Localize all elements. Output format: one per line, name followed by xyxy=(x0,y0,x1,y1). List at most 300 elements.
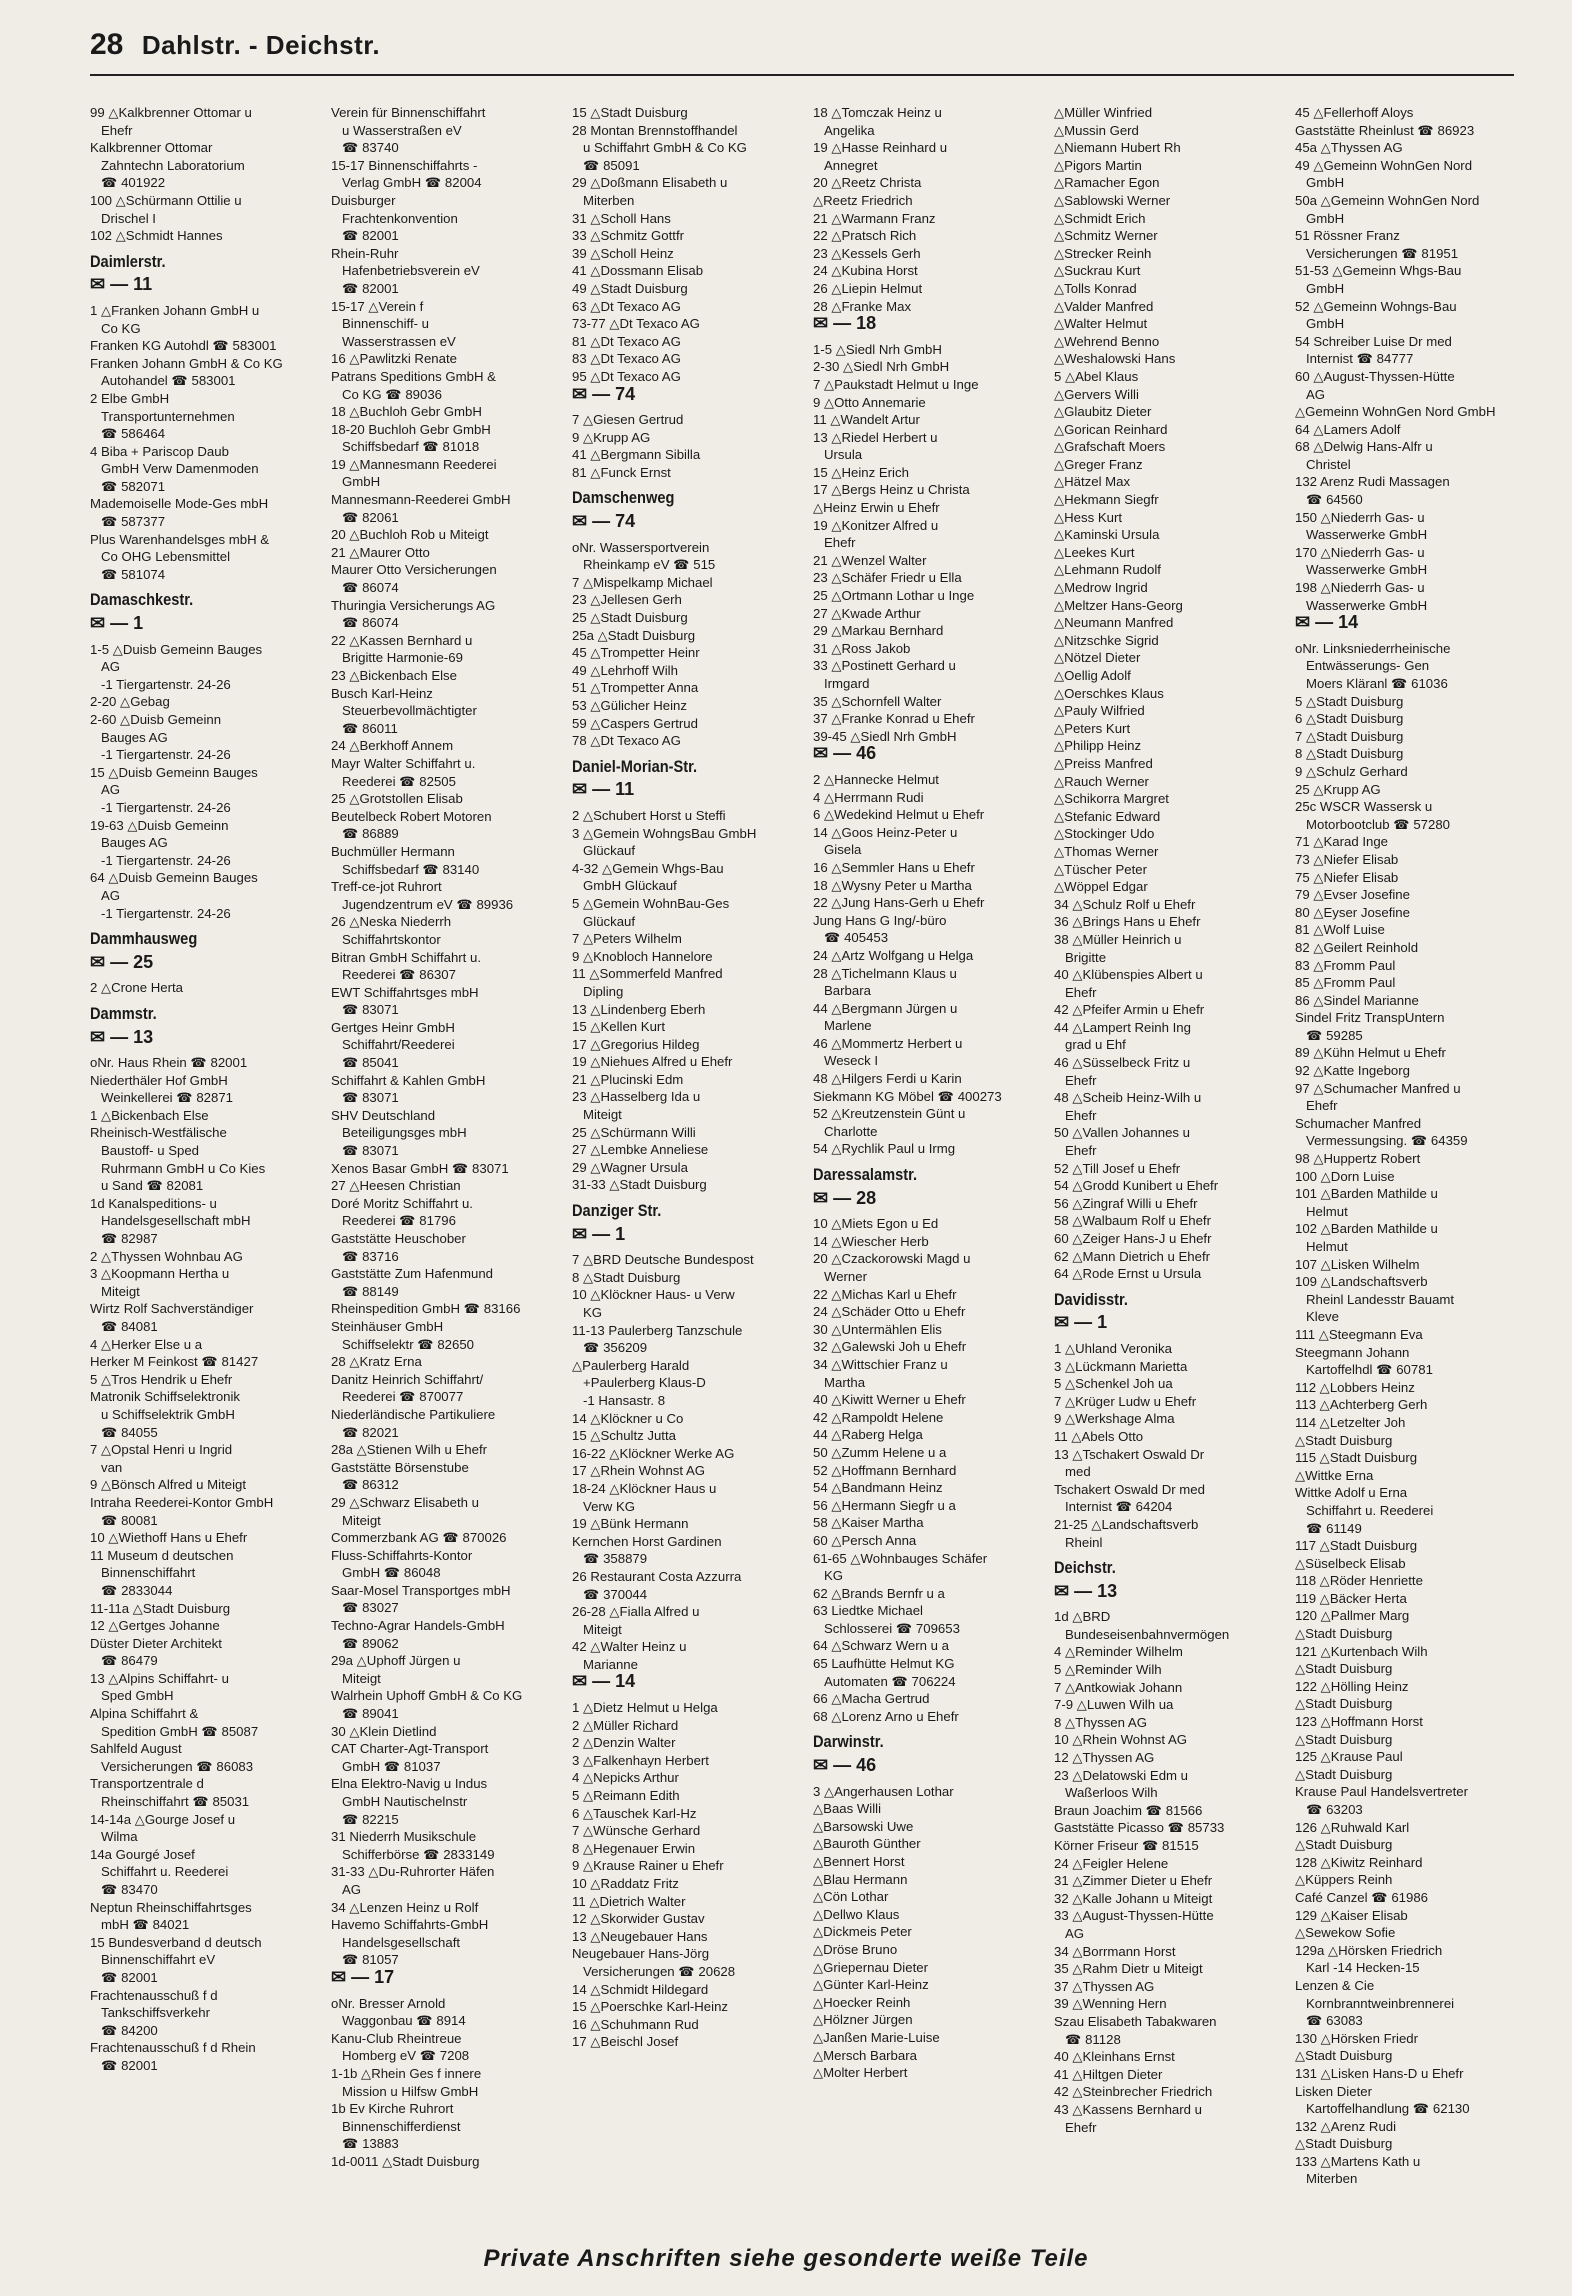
directory-entry: 22 △Jung Hans-Gerh u Ehefr xyxy=(813,895,985,911)
directory-entry: Matronik Schiffselektronik u Schiffselektrik GmbH ☎ 84055 xyxy=(90,1389,241,1440)
directory-entry: 117 △Stadt Duisburg xyxy=(1295,1538,1418,1554)
directory-entry: 29 △Wagner Ursula xyxy=(572,1159,688,1175)
directory-entry: 13 △Lindenberg Eberh xyxy=(572,1001,706,1017)
directory-entry: 114 △Letzelter Joh xyxy=(1295,1414,1406,1430)
directory-entry: 24 △Schäder Otto u Ehefr xyxy=(813,1304,966,1320)
directory-entry: 19 △Hasse Reinhard u Annegret xyxy=(813,140,948,173)
directory-entry: 23 △Delatowski Edm u Waßerloos Wilh xyxy=(1054,1767,1189,1801)
directory-entry: △Preiss Manfred xyxy=(1054,755,1153,771)
directory-entry: 2 △Thyssen Wohnbau AG xyxy=(90,1248,243,1264)
directory-entry: Rhein-Ruhr Hafenbetriebsverein eV ☎ 82001 xyxy=(331,245,480,296)
directory-entry: 9 △Otto Annemarie xyxy=(813,394,926,410)
directory-entry: Danitz Heinrich Schiffahrt/ Reederei ☎ 870077 xyxy=(331,1371,484,1405)
directory-entry: △Valder Manfred xyxy=(1054,298,1154,314)
directory-entry: 54 △Bandmann Heinz xyxy=(813,1480,943,1496)
directory-entry: 1-1b △Rhein Ges f innere Mission u Hilfsw GmbH xyxy=(331,2065,482,2099)
directory-entry: Mademoiselle Mode-Ges mbH ☎ 587377 xyxy=(90,496,269,530)
directory-entry: 13 △Neugebauer Hans xyxy=(572,1928,708,1944)
directory-entry: 14a Gourgé Josef Schiffahrt u. Reederei ☎ 83470 xyxy=(90,1846,229,1897)
column-5 xyxy=(1054,104,1273,2234)
directory-entry: 11 Museum d deutschen Binnenschiffahrt ☎ 2833044 xyxy=(90,1547,234,1598)
directory-entry: 5 △Stadt Duisburg xyxy=(1295,693,1404,709)
directory-entry: 14 △Schmidt Hildegard xyxy=(572,1981,709,1997)
directory-entry: 86 △Sindel Marianne xyxy=(1295,992,1419,1008)
directory-entry: 25a △Stadt Duisburg xyxy=(572,627,696,643)
directory-entry: 26 △Neska Niederrh Schiffahrtskontor xyxy=(331,914,452,947)
directory-entry: 23 △Schäfer Friedr u Ella xyxy=(813,570,962,586)
directory-entry: 198 △Niederrh Gas- u Wasserwerke GmbH xyxy=(1295,580,1428,613)
directory-entry: 150 △Niederrh Gas- u Wasserwerke GmbH xyxy=(1295,509,1428,543)
directory-entry: 50 △Vallen Johannes u Ehefr xyxy=(1054,1125,1191,1159)
page-header xyxy=(90,28,1514,76)
directory-entry: 56 △Zingraf Willi u Ehefr xyxy=(1054,1195,1198,1211)
directory-entry: 54 Schreiber Luise Dr med Internist ☎ 84777 xyxy=(1295,333,1452,367)
directory-entry: 1 △Dietz Helmut u Helga xyxy=(572,1700,718,1716)
directory-entry: 107 △Lisken Wilhelm xyxy=(1295,1256,1420,1272)
directory-entry: 31-33 △Stadt Duisburg xyxy=(572,1177,707,1193)
directory-entry: △Günter Karl-Heinz xyxy=(813,1977,929,1993)
directory-entry: 25 △Grotstollen Elisab xyxy=(331,791,463,807)
directory-entry: 11-13 Paulerberg Tanzschule ☎ 356209 xyxy=(572,1322,743,1356)
directory-entry: 23 △Kessels Gerh xyxy=(813,245,921,261)
directory-entry: 1d-0011 △Stadt Duisburg xyxy=(331,2153,480,2169)
directory-entry: Gaststätte Rheinlust ☎ 86923 xyxy=(1295,122,1475,138)
directory-entry: Café Canzel ☎ 61986 xyxy=(1295,1889,1428,1905)
postal-district: ✉ — 74 xyxy=(572,383,636,404)
directory-entry: 133 △Martens Kath u Miterben xyxy=(1295,2153,1421,2187)
directory-entry: 52 △Kreutzenstein Günt u Charlotte xyxy=(813,1106,966,1139)
directory-entry: △Hölzner Jürgen xyxy=(813,2012,913,2028)
postal-district: ✉ — 13 xyxy=(90,1026,154,1047)
directory-entry: 36 △Brings Hans u Ehefr xyxy=(1054,914,1201,930)
directory-entry: oNr. Bresser Arnold Waggonbau ☎ 8914 xyxy=(331,1995,466,2029)
directory-entry: Verein für Binnenschiffahrt u Wasserstraßen eV ☎ 83740 xyxy=(331,105,486,156)
directory-entry: 51 △Trompetter Anna xyxy=(572,680,699,696)
directory-entry: 112 △Lobbers Heinz xyxy=(1295,1379,1415,1395)
directory-entry: 60 △Zeiger Hans-J u Ehefr xyxy=(1054,1231,1212,1246)
directory-entry: 123 △Hoffmann Horst xyxy=(1295,1714,1423,1730)
directory-entry: △Hess Kurt xyxy=(1054,509,1123,525)
postal-district: ✉ — 46 xyxy=(813,743,877,764)
directory-entry: 15-17 Binnenschiffahrts - Verlag GmbH ☎ 82004 xyxy=(331,157,482,191)
directory-entry: △Suckrau Kurt xyxy=(1054,263,1141,279)
directory-entry: 16 △Schuhmann Rud xyxy=(572,2016,699,2032)
directory-entry: △Peters Kurt xyxy=(1054,720,1131,736)
directory-entry: △Strecker Reinh xyxy=(1054,245,1152,261)
street-heading: Damschenweg xyxy=(572,488,675,508)
directory-entry: △Neumann Manfred xyxy=(1054,615,1174,631)
directory-entry: Gaststätte Picasso ☎ 85733 xyxy=(1054,1820,1225,1836)
directory-entry: △Hekmann Siegfr xyxy=(1054,492,1159,508)
directory-entry: 31-33 △Du-Ruhrorter Häfen AG xyxy=(331,1864,495,1897)
directory-entry: 79 △Evser Josefine xyxy=(1295,887,1410,903)
directory-entry: △Stadt Duisburg xyxy=(1295,1731,1393,1747)
directory-entry: Wirtz Rolf Sachverständiger ☎ 84081 xyxy=(90,1301,254,1334)
directory-entry: △Wehrend Benno xyxy=(1054,333,1160,349)
directory-entry: Lisken Dieter Kartoffelhandlung ☎ 62130 xyxy=(1295,2083,1470,2117)
directory-entry: 61-65 △Wohnbauges Schäfer KG xyxy=(813,1550,988,1584)
directory-entry: 20 △Czackorowski Magd u Werner xyxy=(813,1251,971,1284)
directory-entry: 14 △Wiescher Herb xyxy=(813,1233,929,1249)
directory-entry: 111 △Steegmann Eva xyxy=(1295,1326,1423,1342)
directory-entry: Treff-ce-jot Ruhrort Jugendzentrum eV ☎ 89936 xyxy=(331,879,514,912)
directory-entry: 31 △Ross Jakob xyxy=(813,640,911,656)
directory-entry: 1b Ev Kirche Ruhrort Binnenschifferdienst ☎ 13883 xyxy=(331,2101,461,2152)
directory-entry: 40 △Klübenspies Albert u Ehefr xyxy=(1054,967,1203,1000)
directory-entry: 5 △Reimann Edith xyxy=(572,1788,680,1804)
directory-entry: 45a △Thyssen AG xyxy=(1295,140,1403,156)
directory-entry: 29a △Uphoff Jürgen u Miteigt xyxy=(331,1653,461,1686)
directory-entry: SHV Deutschland Beteiligungsges mbH ☎ 83071 xyxy=(331,1107,467,1159)
directory-entry: Mannesmann-Reederei GmbH ☎ 82061 xyxy=(331,492,511,525)
directory-entry: CAT Charter-Agt-Transport GmbH ☎ 81037 xyxy=(331,1741,489,1774)
directory-entry: 48 △Scheib Heinz-Wilh u Ehefr xyxy=(1054,1090,1202,1123)
directory-entry: 100 △Dorn Luise xyxy=(1295,1168,1395,1184)
directory-entry: △Sewekow Sofie xyxy=(1295,1925,1396,1941)
directory-entry: 132 Arenz Rudi Massagen ☎ 64560 xyxy=(1295,474,1450,508)
directory-entry: 29 △Schwarz Elisabeth u Miteigt xyxy=(331,1494,479,1528)
directory-entry: Neptun Rheinschiffahrtsges mbH ☎ 84021 xyxy=(90,1899,252,1933)
directory-entry: 89 △Kühn Helmut u Ehefr xyxy=(1295,1045,1446,1061)
directory-entry: △Glaubitz Dieter xyxy=(1054,404,1152,420)
directory-entry: 7 △BRD Deutsche Bundespost xyxy=(572,1252,754,1268)
directory-entry: 9 △Werkshage Alma xyxy=(1054,1411,1175,1427)
directory-entry: 1 △Uhland Veronika xyxy=(1054,1340,1172,1356)
directory-entry: 6 △Tauschek Karl-Hz xyxy=(572,1805,697,1821)
directory-entry: Sindel Fritz TranspUntern ☎ 59285 xyxy=(1295,1010,1445,1043)
directory-entry: 30 △Untermählen Elis xyxy=(813,1321,942,1337)
directory-entry: 11 △Sommerfeld Manfred Dipling xyxy=(572,966,723,999)
directory-entry: Walrhein Uphoff GmbH & Co KG ☎ 89041 xyxy=(331,1688,523,1722)
directory-entry: 18 △Wysny Peter u Martha xyxy=(813,877,972,893)
directory-entry: 42 △Steinbrecher Friedrich xyxy=(1054,2084,1213,2100)
directory-entry: 4 △Herker Else u a xyxy=(90,1336,203,1352)
directory-entry: 41 △Bergmann Sibilla xyxy=(572,447,701,463)
directory-entry: 2 △Crone Herta xyxy=(90,980,183,996)
directory-entry: 44 △Raberg Helga xyxy=(813,1427,923,1443)
directory-entry: Patrans Speditions GmbH & Co KG ☎ 89036 xyxy=(331,368,496,402)
directory-entry: △Dröse Bruno xyxy=(813,1941,898,1957)
directory-entry: 32 △Galewski Joh u Ehefr xyxy=(813,1339,967,1355)
directory-entry: 39 △Wenning Hern xyxy=(1054,1996,1167,2012)
postal-district: ✉ — 14 xyxy=(572,1671,636,1692)
directory-entry: EWT Schiffahrtsges mbH ☎ 83071 xyxy=(331,984,479,1018)
directory-entry: 34 △Borrmann Horst xyxy=(1054,1943,1176,1959)
directory-entry: 33 △Postinett Gerhard u Irmgard xyxy=(813,658,956,691)
directory-entry: △Pauly Wilfried xyxy=(1054,703,1145,719)
directory-entry: 43 △Kassens Bernhard u Ehefr xyxy=(1054,2101,1202,2135)
directory-entry: 35 △Schornfell Walter xyxy=(813,693,942,709)
directory-entry: Niederländische Partikuliere ☎ 82021 xyxy=(331,1406,496,1440)
directory-entry: △Stadt Duisburg xyxy=(1295,1661,1393,1677)
directory-entry: 10 △Klöckner Haus- u Verw KG xyxy=(572,1287,735,1320)
directory-entry: 19-63 △Duisb Gemeinn Bauges AG -1 Tiergartenstr. 24-26 xyxy=(90,817,231,868)
directory-entry: △Stadt Duisburg xyxy=(1295,1696,1393,1712)
directory-entry: 9 △Schulz Gerhard xyxy=(1295,763,1408,779)
directory-entry: Wittke Adolf u Erna Schiffahrt u. Reederei ☎ 61149 xyxy=(1295,1485,1434,1536)
directory-entry: 41 △Dossmann Elisab xyxy=(572,263,704,279)
directory-entry: Siekmann KG Möbel ☎ 400273 xyxy=(813,1088,1002,1104)
directory-entry: 2 △Müller Richard xyxy=(572,1717,679,1733)
directory-entry: Szau Elisabeth Tabakwaren ☎ 81128 xyxy=(1054,2013,1217,2047)
directory-entry: 68 △Lorenz Arno u Ehefr xyxy=(813,1708,959,1724)
directory-entry: △Gervers Willi xyxy=(1054,386,1139,402)
directory-entry: 4 Biba + Pariscop Daub GmbH Verw Damenmoden ☎ 582071 xyxy=(90,443,259,494)
directory-entry: 25 △Ortmann Lothar u Inge xyxy=(813,588,975,604)
directory-entry: △Meltzer Hans-Georg xyxy=(1054,597,1183,613)
directory-entry: 50 △Zumm Helene u a xyxy=(813,1444,947,1460)
directory-entry: Maurer Otto Versicherungen ☎ 86074 xyxy=(331,562,497,596)
directory-entry: 7 △Opstal Henri u Ingrid van xyxy=(90,1442,233,1475)
directory-entry: 51 Rössner Franz Versicherungen ☎ 81951 xyxy=(1295,228,1459,261)
directory-entry: 9 △Krupp AG xyxy=(572,429,651,445)
directory-entry: 129a △Hörsken Friedrich Karl -14 Hecken-15 xyxy=(1295,1942,1443,1976)
directory-entry: 5 △Abel Klaus xyxy=(1054,368,1139,384)
directory-entry: 18 △Tomczak Heinz u Angelika xyxy=(813,105,942,138)
directory-entry: 81 △Funck Ernst xyxy=(572,464,671,480)
directory-entry: 23 △Jellesen Gerh xyxy=(572,592,682,608)
directory-entry: 24 △Kubina Horst xyxy=(813,263,918,279)
directory-entry: 59 △Caspers Gertrud xyxy=(572,715,698,731)
directory-entry: 128 △Kiwitz Reinhard xyxy=(1295,1854,1423,1870)
directory-entry: 22 △Pratsch Rich xyxy=(813,228,917,244)
directory-entry: 49 △Stadt Duisburg xyxy=(572,280,688,296)
postal-district: ✉ — 1 xyxy=(90,613,144,634)
directory-entry: 45 △Trompetter Heinr xyxy=(572,645,700,661)
directory-entry: 120 △Pallmer Marg xyxy=(1295,1608,1410,1624)
directory-entry: △Stadt Duisburg xyxy=(1295,1837,1393,1853)
directory-entry: 60 △August-Thyssen-Hütte AG xyxy=(1295,368,1455,402)
directory-entry: 80 △Eyser Josefine xyxy=(1295,904,1410,920)
postal-district: ✉ — 11 xyxy=(90,274,153,295)
directory-entry: 32 △Kalle Johann u Miteigt xyxy=(1054,1890,1213,1906)
directory-entry: 3 △Koopmann Hertha u Miteigt xyxy=(90,1266,230,1299)
directory-entry: 2 △Hannecke Helmut xyxy=(813,771,939,787)
directory-entry: 3 △Gemein WohngsBau GmbH Glückauf xyxy=(572,825,757,859)
directory-entry: △Stadt Duisburg xyxy=(1295,1626,1393,1642)
directory-entry: Doré Moritz Schiffahrt u. Reederei ☎ 81796 xyxy=(331,1195,473,1229)
directory-entry: 33 △Schmitz Gottfr xyxy=(572,228,685,244)
directory-entry: 38 △Müller Heinrich u Brigitte xyxy=(1054,931,1182,965)
directory-entry: △Nötzel Dieter xyxy=(1054,650,1141,666)
directory-entry: 75 △Niefer Elisab xyxy=(1295,869,1399,885)
directory-entry: △Mussin Gerd xyxy=(1054,122,1139,138)
directory-entry: 19 △Bünk Hermann xyxy=(572,1516,689,1532)
directory-entry: Techno-Agrar Handels-GmbH ☎ 89062 xyxy=(331,1618,505,1651)
directory-entry: 27 △Heesen Christian xyxy=(331,1178,461,1194)
directory-entry: 1d Kanalspeditions- u Handelsgesellschaft mbH ☎ 82987 xyxy=(90,1195,251,1247)
directory-entry: 52 △Gemeinn Wohngs-Bau GmbH xyxy=(1295,298,1457,332)
directory-entry: 34 △Schulz Rolf u Ehefr xyxy=(1054,896,1196,912)
directory-entry: 78 △Dt Texaco AG xyxy=(572,733,681,749)
directory-entry: △Tüscher Peter xyxy=(1054,861,1147,877)
directory-entry: Rheinisch-Westfälische Baustoff- u Sped Ruhrmann GmbH u Co Kies u Sand ☎ 82081 xyxy=(90,1125,266,1194)
directory-entry: △Dellwo Klaus xyxy=(813,1906,900,1922)
street-heading: Dammhausweg xyxy=(90,929,198,949)
directory-entry: 21 △Plucinski Edm xyxy=(572,1071,684,1087)
directory-entry: Elna Elektro-Navig u Indus GmbH Nautischelnstr ☎ 82215 xyxy=(331,1776,488,1827)
postal-district: ✉ — 46 xyxy=(813,1755,877,1776)
directory-entry: △Lehmann Rudolf xyxy=(1054,562,1161,578)
directory-entry: Tschakert Oswald Dr med Internist ☎ 64204 xyxy=(1054,1481,1205,1515)
directory-entry: oNr. Wassersportverein Rheinkamp eV ☎ 515 xyxy=(572,539,716,573)
directory-entry: 23 △Bickenbach Else xyxy=(331,668,457,683)
directory-entry: 2 △Denzin Walter xyxy=(572,1735,676,1751)
directory-entry: Körner Friseur ☎ 81515 xyxy=(1054,1838,1199,1853)
directory-entry: 29 △Markau Bernhard xyxy=(813,623,944,639)
column-1 xyxy=(90,104,309,2234)
directory-entry: 71 △Karad Inge xyxy=(1295,834,1388,850)
directory-entry: 14 △Klöckner u Co xyxy=(572,1410,684,1426)
directory-entry: 52 △Till Josef u Ehefr xyxy=(1054,1160,1181,1176)
directory-entry: 46 △Mommertz Herbert u Weseck I xyxy=(813,1035,963,1069)
directory-entry: 97 △Schumacher Manfred u Ehefr xyxy=(1295,1080,1461,1114)
directory-entry: 31 △Scholl Hans xyxy=(572,210,671,226)
directory-entry: 6 △Wedekind Helmut u Ehefr xyxy=(813,807,985,823)
directory-entry: 37 △Thyssen AG xyxy=(1054,1978,1155,1994)
directory-entry: 15 △Poerschke Karl-Heinz xyxy=(572,1999,729,2015)
directory-entry: 17 △Bergs Heinz u Christa xyxy=(813,482,970,498)
directory-entry: 62 △Brands Bernfr u a xyxy=(813,1585,945,1601)
directory-entry: 100 △Schürmann Ottilie u Drischel I xyxy=(90,192,242,226)
directory-entry: 17 △Beischl Josef xyxy=(572,2034,679,2050)
directory-entry: 40 △Kiwitt Werner u Ehefr xyxy=(813,1392,966,1408)
directory-entry: 16 △Pawlitzki Renate xyxy=(331,351,457,367)
directory-entry: 25 △Krupp AG xyxy=(1295,781,1381,797)
directory-entry: △Walter Helmut xyxy=(1054,316,1148,332)
directory-entry: 31 △Zimmer Dieter u Ehefr xyxy=(1054,1873,1213,1889)
directory-entry: 118 △Röder Henriette xyxy=(1295,1573,1423,1589)
directory-entry: Schiffahrt & Kahlen GmbH ☎ 83071 xyxy=(331,1072,486,1106)
directory-entry: 1-5 △Siedl Nrh GmbH xyxy=(813,341,942,357)
directory-entry: 44 △Bergmann Jürgen u Marlene xyxy=(813,1000,958,1034)
directory-entry: 1d △BRD Bundeseisenbahnvermögen xyxy=(1054,1609,1230,1642)
directory-entry: 15 Bundesverband d deutsch Binnenschiffahrt eV ☎ 82001 xyxy=(90,1934,262,1985)
directory-entry: 44 △Lampert Reinh Ing grad u Ehf xyxy=(1054,1019,1191,1053)
directory-entry: △Süselbeck Elisab xyxy=(1295,1555,1406,1571)
directory-entry: △Philipp Heinz xyxy=(1054,738,1142,754)
directory-entry: 64 △Duisb Gemeinn Bauges AG -1 Tiergartenstr. 24-26 xyxy=(90,870,258,921)
directory-entry: Gaststätte Heuschober ☎ 83716 xyxy=(331,1231,466,1264)
directory-entry: △Bauroth Günther xyxy=(813,1836,921,1852)
directory-entry: 3 △Lückmann Marietta xyxy=(1054,1358,1188,1374)
directory-entry: 8 △Stadt Duisburg xyxy=(1295,746,1404,762)
directory-columns xyxy=(90,104,1514,2234)
directory-entry: △Grafschaft Moers xyxy=(1054,439,1166,455)
directory-entry: 21 △Maurer Otto xyxy=(331,544,430,560)
directory-entry: 42 △Walter Heinz u Marianne xyxy=(572,1639,687,1672)
directory-entry: 7 △Giesen Gertrud xyxy=(572,412,684,428)
directory-entry: 119 △Bäcker Herta xyxy=(1295,1590,1407,1606)
directory-entry: 125 △Krause Paul xyxy=(1295,1749,1403,1765)
directory-entry: 1 △Bickenbach Else xyxy=(90,1107,209,1123)
directory-entry: 16 △Semmler Hans u Ehefr xyxy=(813,859,975,875)
directory-entry: 54 △Grodd Kunibert u Ehefr xyxy=(1054,1178,1219,1194)
directory-entry: 54 △Rychlik Paul u Irmg xyxy=(813,1141,956,1157)
directory-entry: △Molter Herbert xyxy=(813,2065,908,2081)
directory-entry: 73 △Niefer Elisab xyxy=(1295,851,1399,867)
directory-entry: 33 △August-Thyssen-Hütte AG xyxy=(1054,1908,1214,1941)
directory-entry: △Ramacher Egon xyxy=(1054,175,1160,191)
directory-entry: △Wittke Erna xyxy=(1295,1467,1374,1483)
directory-entry: Lenzen & Cie Kornbranntweinbrennerei ☎ 63083 xyxy=(1295,1977,1455,2029)
directory-entry: 109 △Landschaftsverb Rheinl Landesstr Bauamt Kleve xyxy=(1295,1274,1455,1325)
directory-entry: 102 △Schmidt Hannes xyxy=(90,228,223,244)
directory-entry: Gaststätte Börsenstube ☎ 86312 xyxy=(331,1459,469,1493)
directory-entry: 8 △Hegenauer Erwin xyxy=(572,1840,696,1856)
directory-entry: Intraha Reederei-Kontor GmbH ☎ 80081 xyxy=(90,1494,274,1528)
directory-entry: 62 △Mann Dietrich u Ehefr xyxy=(1054,1248,1211,1264)
directory-entry: △Stadt Duisburg xyxy=(1295,2136,1393,2152)
directory-entry: 21 △Wenzel Walter xyxy=(813,552,927,568)
directory-entry: 4 △Reminder Wilhelm xyxy=(1054,1644,1183,1660)
column-6 xyxy=(1295,104,1514,2234)
directory-entry: 11 △Wandelt Artur xyxy=(813,412,920,428)
directory-entry: 130 △Hörsken Friedr xyxy=(1295,2030,1419,2046)
page-number: 28 xyxy=(90,28,124,61)
directory-entry: 15 △Stadt Duisburg xyxy=(572,105,688,120)
directory-entry: 64 △Rode Ernst u Ursula xyxy=(1054,1266,1202,1282)
directory-entry: △Schmitz Werner xyxy=(1054,228,1158,244)
directory-entry: 6 △Stadt Duisburg xyxy=(1295,711,1404,727)
directory-entry: Buchmüller Hermann Schiffsbedarf ☎ 83140 xyxy=(331,843,480,877)
directory-entry: 58 △Kaiser Martha xyxy=(813,1515,924,1531)
directory-entry: Gaststätte Zum Hafenmund ☎ 88149 xyxy=(331,1266,493,1299)
directory-entry: △Stockinger Udo xyxy=(1054,826,1155,842)
directory-entry: 25c WSCR Wassersk u Motorbootclub ☎ 57280 xyxy=(1295,799,1450,832)
street-heading: Danziger Str. xyxy=(572,1201,662,1221)
directory-entry: oNr. Haus Rhein ☎ 82001 xyxy=(90,1055,248,1071)
directory-entry: 49 △Lehrhoff Wilh xyxy=(572,662,678,678)
postal-district: ✉ — 74 xyxy=(572,511,636,532)
directory-entry: 10 △Wiethoff Hans u Ehefr xyxy=(90,1530,248,1546)
directory-entry: 42 △Rampoldt Helene xyxy=(813,1409,944,1425)
directory-entry: Bitran GmbH Schiffahrt u. Reederei ☎ 86307 xyxy=(331,949,482,983)
directory-entry: 15 △Heinz Erich xyxy=(813,464,909,480)
directory-entry: Saar-Mosel Transportges mbH ☎ 83027 xyxy=(331,1582,511,1616)
directory-entry: 2-60 △Duisb Gemeinn Bauges AG -1 Tiergartenstr. 24-26 xyxy=(90,712,231,763)
directory-entry: 46 △Süsselbeck Fritz u Ehefr xyxy=(1054,1055,1191,1088)
directory-entry: △Paulerberg Harald +Paulerberg Klaus-D -1 Hansastr. 8 xyxy=(572,1357,706,1408)
directory-entry: 7-9 △Luwen Wilh ua xyxy=(1054,1697,1174,1713)
directory-entry: △Barsowski Uwe xyxy=(813,1818,914,1834)
directory-entry: 66 △Macha Gertrud xyxy=(813,1691,930,1707)
directory-entry: 19 △Konitzer Alfred u Ehefr xyxy=(813,517,939,551)
directory-entry: 101 △Barden Mathilde u Helmut xyxy=(1295,1186,1438,1219)
directory-entry: Herker M Feinkost ☎ 81427 xyxy=(90,1354,259,1370)
street-heading: Darwinstr. xyxy=(813,1732,884,1752)
directory-entry: Franken KG Autohdl ☎ 583001 xyxy=(90,338,277,354)
directory-entry: 7 △Stadt Duisburg xyxy=(1295,728,1404,744)
directory-entry: 7 △Wünsche Gerhard xyxy=(572,1823,701,1839)
directory-entry: 15 △Duisb Gemeinn Bauges AG -1 Tiergartenstr. 24-26 xyxy=(90,764,258,815)
directory-entry: △Stadt Duisburg xyxy=(1295,1766,1393,1782)
directory-entry: 9 △Bönsch Alfred u Miteigt xyxy=(90,1477,247,1493)
directory-entry: 15 △Schultz Jutta xyxy=(572,1428,676,1444)
directory-entry: 13 △Alpins Schiffahrt- u Sped GmbH xyxy=(90,1670,229,1704)
directory-entry: 19 △Niehues Alfred u Ehefr xyxy=(572,1054,733,1070)
directory-entry: 126 △Ruhwald Karl xyxy=(1295,1819,1410,1835)
directory-entry: 7 △Peters Wilhelm xyxy=(572,931,682,947)
directory-entry: Rheinspedition GmbH ☎ 83166 xyxy=(331,1301,521,1317)
directory-entry: △Tolls Konrad xyxy=(1054,280,1137,296)
directory-entry: 10 △Miets Egon u Ed xyxy=(813,1216,939,1232)
directory-entry: 26 Restaurant Costa Azzurra ☎ 370044 xyxy=(572,1568,742,1602)
directory-entry: △Wöppel Edgar xyxy=(1054,879,1148,895)
directory-entry: 95 △Dt Texaco AG xyxy=(572,368,681,384)
street-heading: Damaschkestr. xyxy=(90,590,194,610)
directory-entry: 26-28 △Fialla Alfred u Miteigt xyxy=(572,1604,700,1637)
